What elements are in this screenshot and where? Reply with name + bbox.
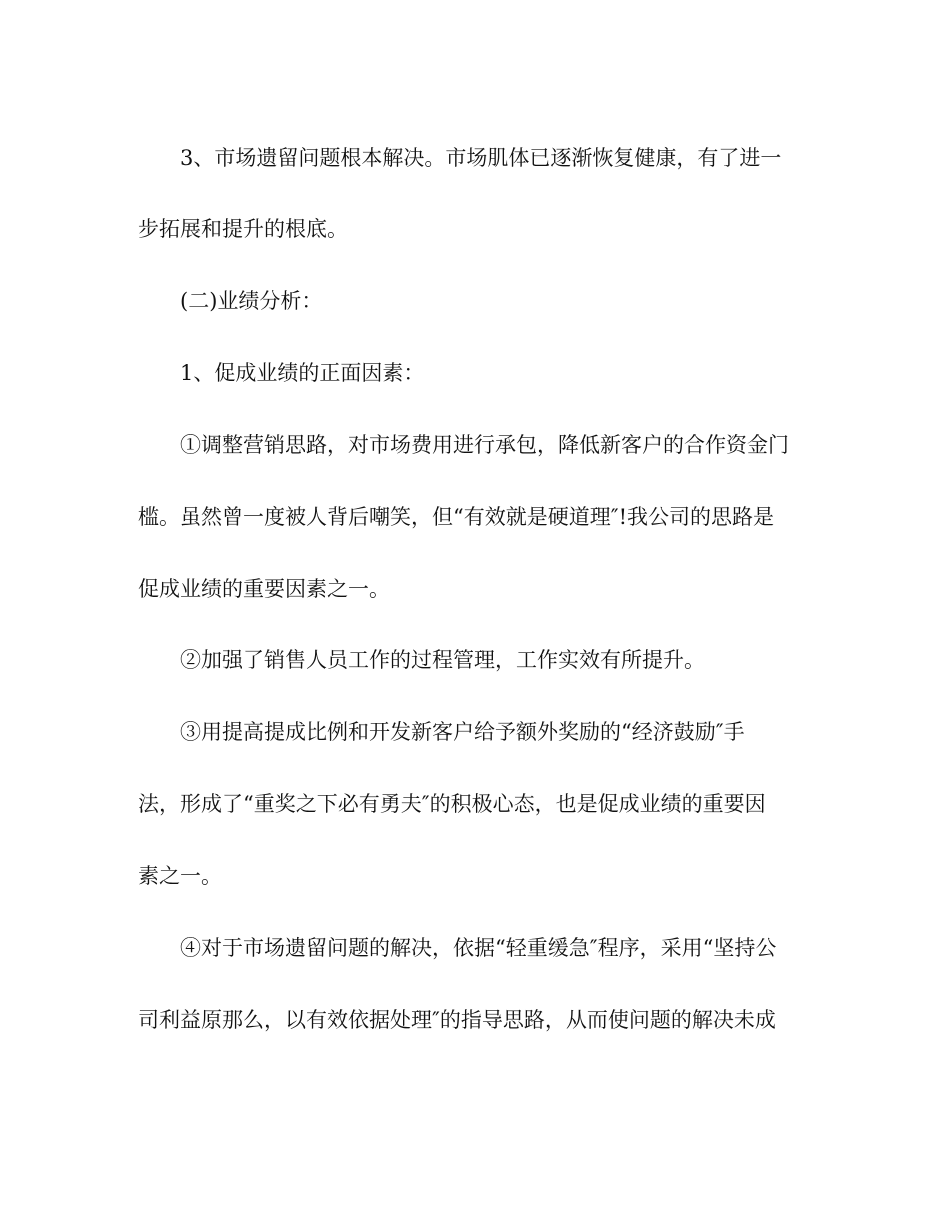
paragraph-line: 素之一。 [138, 864, 222, 888]
paragraph-line: 促成业绩的重要因素之一。 [138, 577, 390, 601]
paragraph-line: ②加强了销售人员工作的过程管理，工作实效有所提升。 [180, 648, 705, 672]
paragraph-line: ①调整营销思路，对市场费用进行承包，降低新客户的合作资金门 [180, 433, 789, 457]
paragraph-line: 法，形成了“重奖之下必有勇夫″的积极心态，也是促成业绩的重要因 [138, 792, 766, 816]
paragraph-line: ③用提高提成比例和开发新客户给予额外奖励的“经济鼓励″手 [180, 720, 745, 744]
subsection-heading: 1、促成业绩的正面因素： [180, 361, 425, 385]
paragraph-line: 槛。虽然曾一度被人背后嘲笑，但“有效就是硬道理″!我公司的思路是 [138, 505, 775, 529]
paragraph-line: ④对于市场遗留问题的解决，依据“轻重缓急″程序，采用“坚持公 [180, 936, 777, 960]
paragraph-line: 3、市场遗留问题根本解决。市场肌体已逐渐恢复健康，有了进一 [180, 146, 782, 170]
paragraph-line: 司利益原那么，以有效依据处理″的指导思路，从而使问题的解决未成 [138, 1008, 776, 1032]
paragraph-line: 步拓展和提升的根底。 [138, 217, 348, 241]
section-heading: (二)业绩分析： [180, 289, 323, 313]
